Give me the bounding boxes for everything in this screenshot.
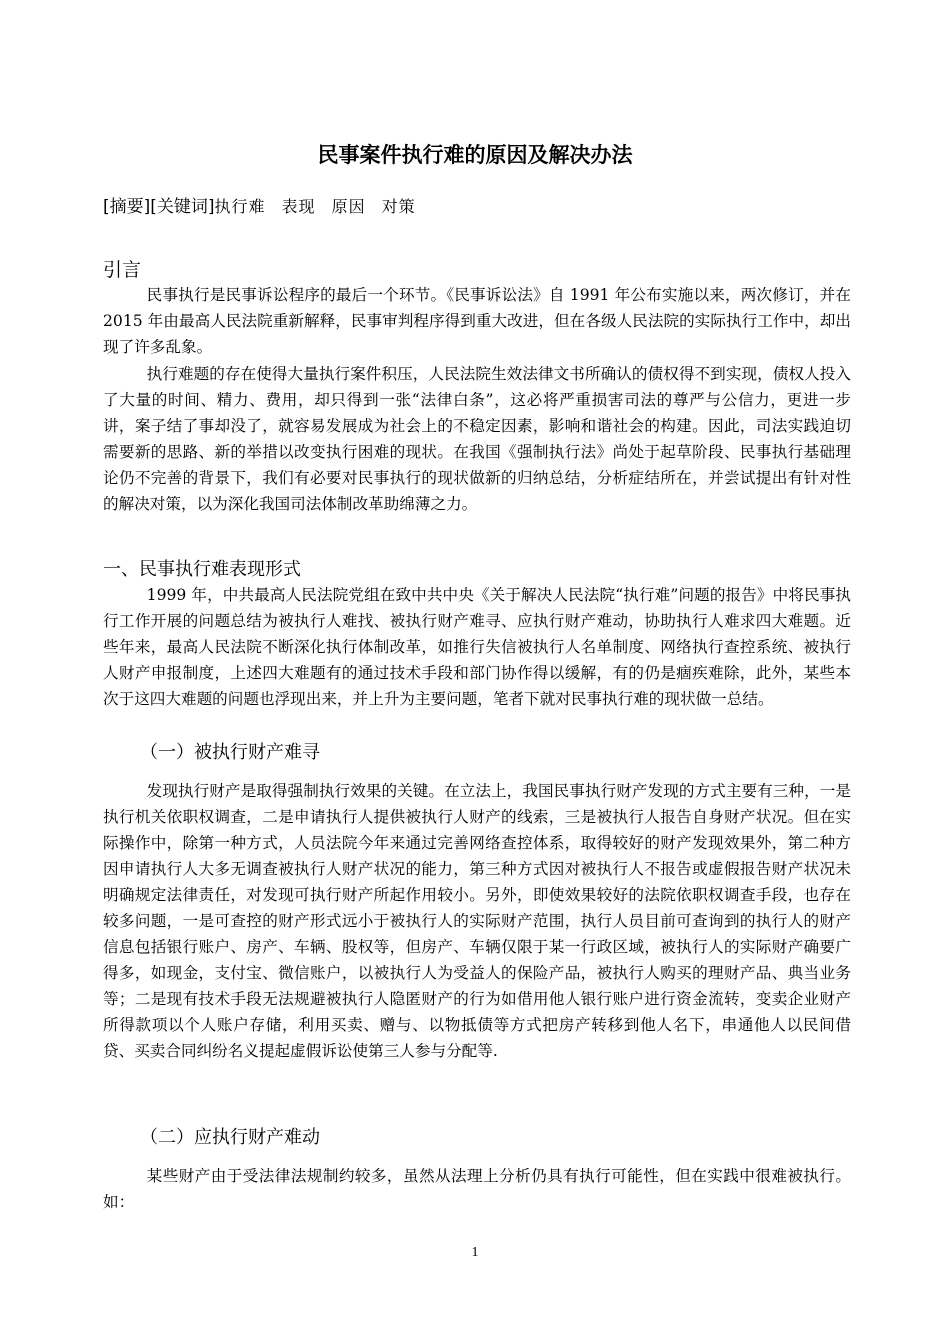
subsection-2-paragraph: 某些财产由于受法律法规制约较多，虽然从法理上分析仍具有执行可能性，但在实践中很难被执行。如： xyxy=(103,1167,851,1211)
abstract-keywords-line xyxy=(103,194,416,220)
keyword: 执行难 xyxy=(214,197,266,216)
intro-heading: 引言 xyxy=(103,259,142,281)
abstract-label: [摘要][关键词] xyxy=(103,197,215,217)
keyword: 原因 xyxy=(331,197,366,216)
subsection-1-paragraph: 发现执行财产是取得强制执行效果的关键。在立法上，我国民事执行财产发现的方式主要有三种，一是执行机关依职权调查，二是申请执行人提供被执行人财产的线索，三是被执行人报告自身财产状况。但在实际操作中，除第一种方式，人员法院今年来通过完善网络查控体系，取得较好的财产发现效果外，第二种方因申请执行人大多无调查被执行人财产状况的能力，第三种方式因对被执行人不报告或虚假报告财产状况未明确规定法律责任，对发现可执行财产所起作用较小。另外，即使效果较好的法院依职权调查手段，也存在较多问题，一是可查控的财产形式远小于被执行人的实际财产范围，执行人员目前可查询到的执行人的财产信息包括银行账户、房产、车辆、股权等，但房产、车辆仅限于某一行政区域，被执行人的实际财产确要广得多，如现金，支付宝、微信账户，以被执行人为受益人的保险产品，被执行人购买的理财产品、典当业务等；二是现有技术手段无法规避被执行人隐匿财产的行为如借用他人银行账户进行资金流转，变卖企业财产所得款项以个人账户存储，利用买卖、赠与、以物抵债等方式把房产转移到他人名下，串通他人以民间借贷、买卖合同纠纷名义提起虚假诉讼使第三人参与分配等. xyxy=(103,782,851,1060)
section-1-heading: 一、民事执行难表现形式 xyxy=(103,559,301,580)
keyword: 对策 xyxy=(381,197,416,216)
intro-paragraph-1: 民事执行是民事诉讼程序的最后一个环节。《民事诉讼法》自 1991 年公布实施以来，两次修订，并在 2015 年由最高人民法院重新解释，民事审判程序得到重大改进，但在各级人民法院的实际执行工作中，却出现了许多乱象。 xyxy=(103,286,851,356)
document-title: 民事案件执行难的原因及解决办法 xyxy=(317,143,633,167)
keyword: 表现 xyxy=(281,197,316,216)
subsection-2-heading: （二）应执行财产难动 xyxy=(140,1127,320,1148)
page-number: 1 xyxy=(471,1245,479,1260)
intro-paragraph-2: 执行难题的存在使得大量执行案件积压，人民法院生效法律文书所确认的债权得不到实现，债权人投入了大量的时间、精力、费用，却只得到一张“法律白条”，这必将严重损害司法的尊严与公信力，更进一步讲，案子结了事却没了，就容易发展成为社会上的不稳定因素，影响和谐社会的构建。因此，司法实践迫切需要新的思路、新的举措以改变执行困难的现状。在我国《强制执行法》尚处于起草阶段、民事执行基础理论仍不完善的背景下，我们有必要对民事执行的现状做新的归纳总结，分析症结所在，并尝试提出有针对性的解决对策，以为深化我国司法体制改革助绵薄之力。 xyxy=(103,365,851,513)
subsection-1-heading: （一）被执行财产难寻 xyxy=(140,742,320,763)
section-1-paragraph: 1999 年，中共最高人民法院党组在致中共中央《关于解决人民法院“执行难”问题的报告》中将民事执行工作开展的问题总结为被执行人难找、被执行财产难寻、应执行财产难动，协助执行人难求四大难题。近些年来，最高人民法院不断深化执行体制改革，如推行失信被执行人名单制度、网络执行查控系统、被执行人财产申报制度，上述四大难题有的通过技术手段和部门协作得以缓解，有的仍是痼疾难除，此外，某些本次于这四大难题的问题也浮现出来，并上升为主要问题，笔者下就对民事执行难的现状做一总结。 xyxy=(103,586,851,708)
